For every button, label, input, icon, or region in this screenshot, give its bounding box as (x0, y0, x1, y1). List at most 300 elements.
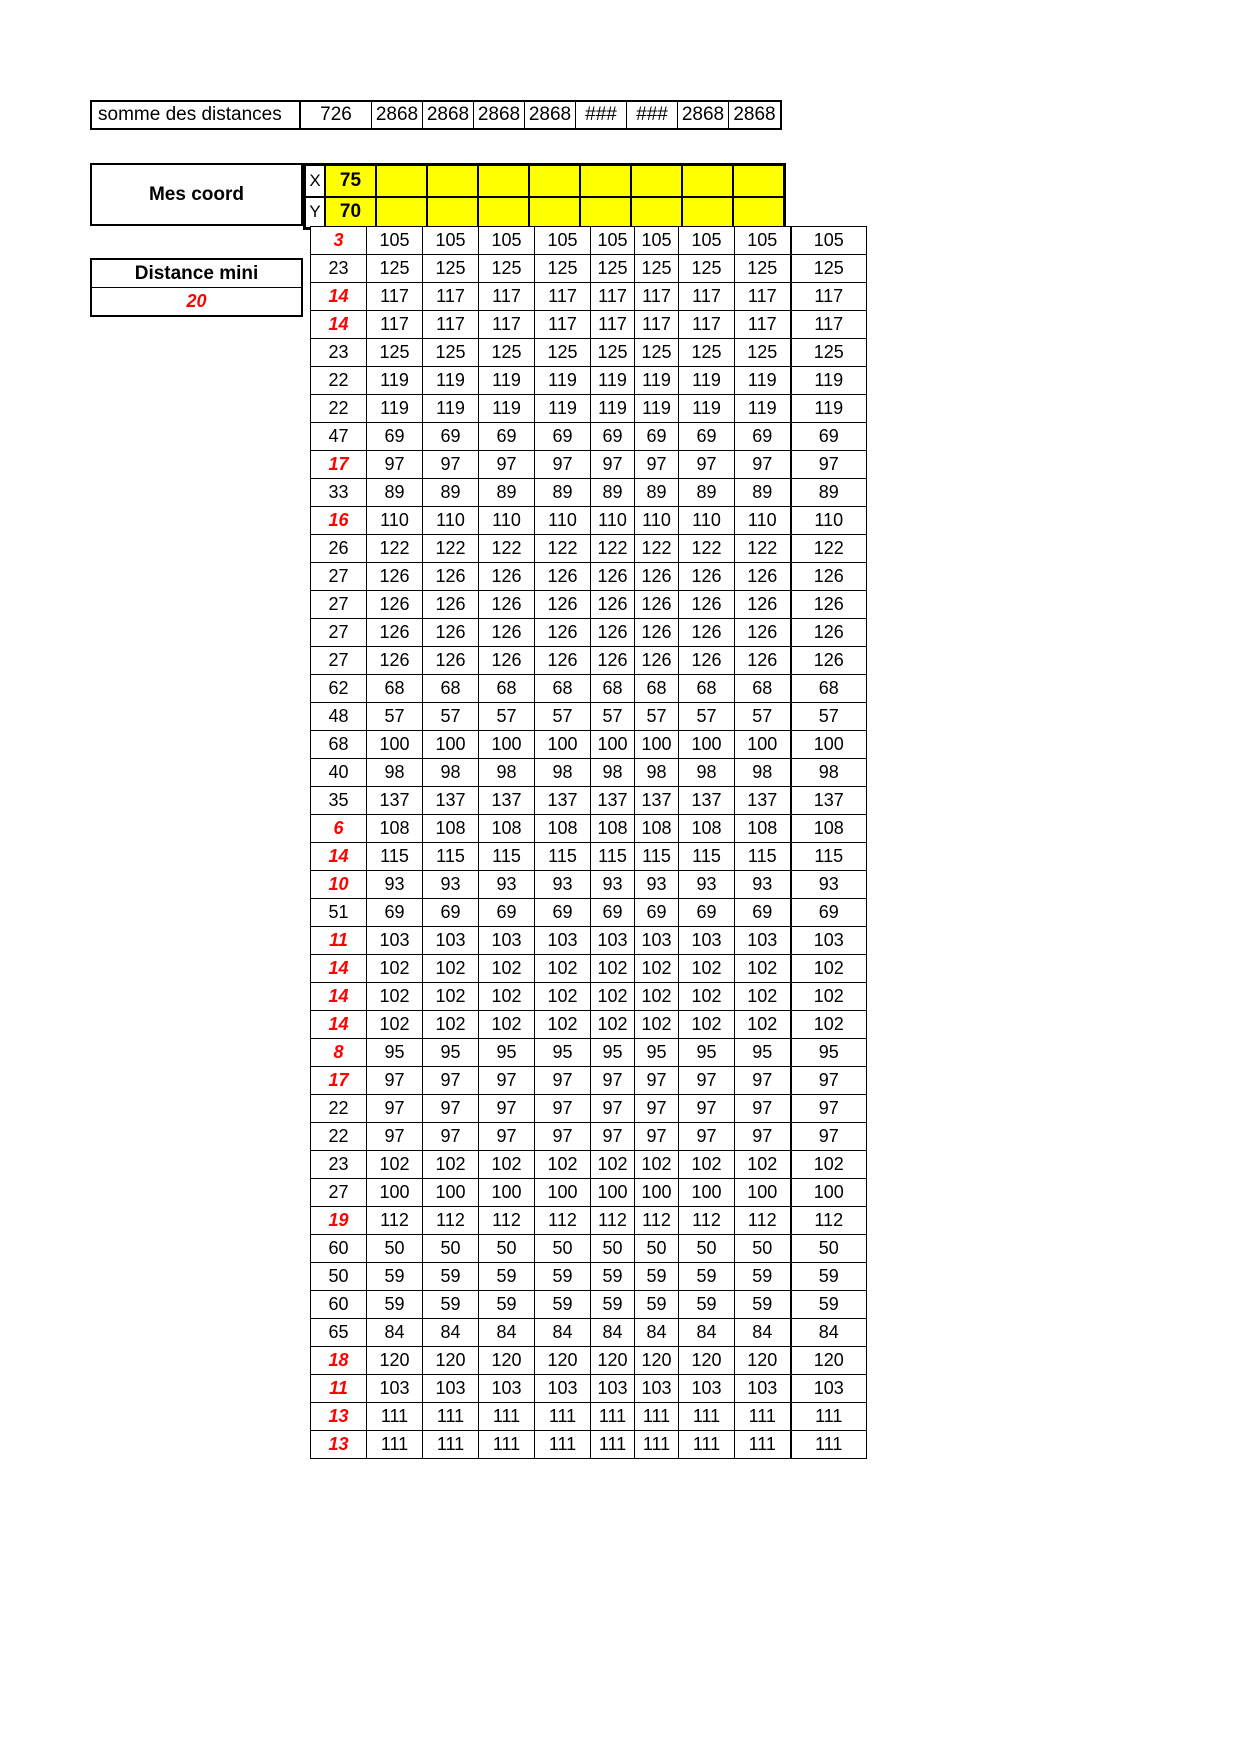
distance-cell[interactable]: 16 (311, 507, 367, 535)
value-cell[interactable]: 50 (791, 1235, 867, 1263)
value-cell[interactable]: 126 (679, 563, 735, 591)
value-cell[interactable]: 84 (591, 1319, 635, 1347)
value-cell[interactable]: 57 (679, 703, 735, 731)
value-cell[interactable]: 102 (735, 1011, 791, 1039)
value-cell[interactable]: 68 (635, 675, 679, 703)
value-cell[interactable]: 111 (535, 1431, 591, 1459)
distance-cell[interactable]: 33 (311, 479, 367, 507)
value-cell[interactable]: 122 (591, 535, 635, 563)
value-cell[interactable]: 125 (591, 255, 635, 283)
value-cell[interactable]: 102 (735, 1151, 791, 1179)
distance-cell[interactable]: 13 (311, 1431, 367, 1459)
value-cell[interactable]: 95 (735, 1039, 791, 1067)
value-cell[interactable]: 117 (367, 311, 423, 339)
value-cell[interactable]: 115 (679, 843, 735, 871)
value-cell[interactable]: 102 (367, 955, 423, 983)
value-cell[interactable]: 59 (535, 1263, 591, 1291)
value-cell[interactable]: 57 (591, 703, 635, 731)
value-cell[interactable]: 119 (535, 367, 591, 395)
value-cell[interactable]: 89 (591, 479, 635, 507)
value-cell[interactable]: 84 (367, 1319, 423, 1347)
value-cell[interactable]: 112 (423, 1207, 479, 1235)
value-cell[interactable]: 97 (635, 451, 679, 479)
value-cell[interactable]: 119 (479, 395, 535, 423)
value-cell[interactable]: 119 (635, 367, 679, 395)
value-cell[interactable]: 50 (591, 1235, 635, 1263)
value-cell[interactable]: 125 (635, 339, 679, 367)
value-cell[interactable]: 117 (591, 311, 635, 339)
value-cell[interactable]: 93 (679, 871, 735, 899)
minimum-distance-value[interactable]: 20 (186, 291, 207, 311)
value-cell[interactable]: 59 (479, 1291, 535, 1319)
value-cell[interactable]: 119 (679, 367, 735, 395)
value-cell[interactable]: 69 (479, 899, 535, 927)
value-cell[interactable]: 117 (535, 283, 591, 311)
value-cell[interactable]: 137 (791, 787, 867, 815)
distance-cell[interactable]: 22 (311, 367, 367, 395)
value-cell[interactable]: 112 (679, 1207, 735, 1235)
value-cell[interactable]: 97 (791, 451, 867, 479)
distance-cell[interactable]: 22 (311, 395, 367, 423)
value-cell[interactable]: 108 (791, 815, 867, 843)
value-cell[interactable]: 102 (367, 983, 423, 1011)
value-cell[interactable]: 97 (423, 1123, 479, 1151)
value-cell[interactable]: 59 (479, 1263, 535, 1291)
value-cell[interactable]: 125 (367, 339, 423, 367)
value-cell[interactable]: 69 (635, 423, 679, 451)
value-cell[interactable]: 125 (535, 339, 591, 367)
value-cell[interactable]: 125 (479, 255, 535, 283)
distance-cell[interactable]: 50 (311, 1263, 367, 1291)
value-cell[interactable]: 103 (423, 927, 479, 955)
value-cell[interactable]: 112 (367, 1207, 423, 1235)
coord-x-input[interactable] (427, 165, 478, 197)
value-cell[interactable]: 122 (479, 535, 535, 563)
distance-cell[interactable]: 17 (311, 451, 367, 479)
value-cell[interactable]: 97 (367, 1067, 423, 1095)
value-cell[interactable]: 69 (367, 423, 423, 451)
value-cell[interactable]: 59 (635, 1291, 679, 1319)
value-cell[interactable]: 111 (679, 1403, 735, 1431)
value-cell[interactable]: 120 (679, 1347, 735, 1375)
value-cell[interactable]: 122 (679, 535, 735, 563)
distance-cell[interactable]: 8 (311, 1039, 367, 1067)
value-cell[interactable]: 111 (367, 1403, 423, 1431)
value-cell[interactable]: 89 (423, 479, 479, 507)
value-cell[interactable]: 89 (479, 479, 535, 507)
value-cell[interactable]: 57 (791, 703, 867, 731)
value-cell[interactable]: 97 (679, 1123, 735, 1151)
value-cell[interactable]: 102 (535, 983, 591, 1011)
value-cell[interactable]: 108 (479, 815, 535, 843)
value-cell[interactable]: 137 (479, 787, 535, 815)
value-cell[interactable]: 103 (423, 1375, 479, 1403)
value-cell[interactable]: 111 (535, 1403, 591, 1431)
coord-y-input[interactable] (580, 197, 631, 229)
value-cell[interactable]: 112 (535, 1207, 591, 1235)
value-cell[interactable]: 89 (635, 479, 679, 507)
value-cell[interactable]: 100 (367, 731, 423, 759)
coord-y-input[interactable] (478, 197, 529, 229)
value-cell[interactable]: 69 (367, 899, 423, 927)
value-cell[interactable]: 89 (535, 479, 591, 507)
coord-y-input[interactable] (682, 197, 733, 229)
distance-cell[interactable]: 60 (311, 1291, 367, 1319)
value-cell[interactable]: 97 (535, 1067, 591, 1095)
value-cell[interactable]: 125 (791, 339, 867, 367)
value-cell[interactable]: 69 (735, 899, 791, 927)
value-cell[interactable]: 84 (535, 1319, 591, 1347)
value-cell[interactable]: 126 (479, 563, 535, 591)
value-cell[interactable]: 126 (367, 563, 423, 591)
value-cell[interactable]: 112 (735, 1207, 791, 1235)
value-cell[interactable]: 117 (635, 311, 679, 339)
value-cell[interactable]: 57 (479, 703, 535, 731)
value-cell[interactable]: 126 (735, 619, 791, 647)
value-cell[interactable]: 125 (735, 339, 791, 367)
value-cell[interactable]: 57 (535, 703, 591, 731)
value-cell[interactable]: 57 (635, 703, 679, 731)
value-cell[interactable]: 125 (479, 339, 535, 367)
value-cell[interactable]: 112 (791, 1207, 867, 1235)
value-cell[interactable]: 120 (423, 1347, 479, 1375)
value-cell[interactable]: 105 (591, 227, 635, 255)
value-cell[interactable]: 103 (479, 927, 535, 955)
value-cell[interactable]: 69 (535, 423, 591, 451)
value-cell[interactable]: 119 (735, 395, 791, 423)
value-cell[interactable]: 103 (535, 1375, 591, 1403)
value-cell[interactable]: 111 (791, 1431, 867, 1459)
coord-x-input[interactable] (682, 165, 733, 197)
sum-of-distances-value[interactable]: 2868 (474, 102, 525, 128)
coord-x-input[interactable]: 75 (325, 165, 376, 197)
value-cell[interactable]: 89 (367, 479, 423, 507)
value-cell[interactable]: 97 (679, 1095, 735, 1123)
value-cell[interactable]: 100 (735, 731, 791, 759)
value-cell[interactable]: 126 (479, 619, 535, 647)
value-cell[interactable]: 100 (535, 1179, 591, 1207)
value-cell[interactable]: 105 (367, 227, 423, 255)
value-cell[interactable]: 102 (635, 955, 679, 983)
distance-cell[interactable]: 14 (311, 955, 367, 983)
value-cell[interactable]: 111 (635, 1403, 679, 1431)
value-cell[interactable]: 102 (635, 983, 679, 1011)
value-cell[interactable]: 122 (423, 535, 479, 563)
value-cell[interactable]: 137 (535, 787, 591, 815)
coord-x-input[interactable] (580, 165, 631, 197)
value-cell[interactable]: 126 (679, 619, 735, 647)
value-cell[interactable]: 69 (591, 899, 635, 927)
value-cell[interactable]: 108 (735, 815, 791, 843)
value-cell[interactable]: 97 (791, 1095, 867, 1123)
value-cell[interactable]: 137 (423, 787, 479, 815)
value-cell[interactable]: 98 (535, 759, 591, 787)
distance-cell[interactable]: 13 (311, 1403, 367, 1431)
value-cell[interactable]: 117 (679, 283, 735, 311)
value-cell[interactable]: 110 (679, 507, 735, 535)
value-cell[interactable]: 137 (591, 787, 635, 815)
value-cell[interactable]: 111 (423, 1431, 479, 1459)
value-cell[interactable]: 84 (679, 1319, 735, 1347)
value-cell[interactable]: 95 (423, 1039, 479, 1067)
value-cell[interactable]: 108 (679, 815, 735, 843)
value-cell[interactable]: 50 (735, 1235, 791, 1263)
value-cell[interactable]: 111 (791, 1403, 867, 1431)
value-cell[interactable]: 97 (479, 1095, 535, 1123)
value-cell[interactable]: 98 (479, 759, 535, 787)
value-cell[interactable]: 125 (791, 255, 867, 283)
value-cell[interactable]: 102 (535, 955, 591, 983)
value-cell[interactable]: 89 (791, 479, 867, 507)
value-cell[interactable]: 120 (591, 1347, 635, 1375)
value-cell[interactable]: 115 (479, 843, 535, 871)
value-cell[interactable]: 126 (367, 619, 423, 647)
value-cell[interactable]: 117 (791, 311, 867, 339)
value-cell[interactable]: 102 (367, 1151, 423, 1179)
sum-of-distances-value[interactable]: 2868 (729, 102, 780, 128)
value-cell[interactable]: 126 (635, 591, 679, 619)
value-cell[interactable]: 126 (679, 647, 735, 675)
coord-x-input[interactable] (631, 165, 682, 197)
value-cell[interactable]: 120 (367, 1347, 423, 1375)
value-cell[interactable]: 100 (591, 1179, 635, 1207)
value-cell[interactable]: 102 (679, 1151, 735, 1179)
value-cell[interactable]: 102 (791, 983, 867, 1011)
value-cell[interactable]: 68 (479, 675, 535, 703)
value-cell[interactable]: 93 (367, 871, 423, 899)
value-cell[interactable]: 103 (535, 927, 591, 955)
value-cell[interactable]: 119 (679, 395, 735, 423)
value-cell[interactable]: 108 (367, 815, 423, 843)
distance-cell[interactable]: 17 (311, 1067, 367, 1095)
value-cell[interactable]: 102 (791, 1011, 867, 1039)
value-cell[interactable]: 95 (791, 1039, 867, 1067)
value-cell[interactable]: 59 (535, 1291, 591, 1319)
distance-cell[interactable]: 27 (311, 647, 367, 675)
value-cell[interactable]: 59 (735, 1291, 791, 1319)
value-cell[interactable]: 68 (591, 675, 635, 703)
value-cell[interactable]: 97 (591, 1067, 635, 1095)
value-cell[interactable]: 119 (635, 395, 679, 423)
value-cell[interactable]: 117 (423, 311, 479, 339)
value-cell[interactable]: 68 (535, 675, 591, 703)
value-cell[interactable]: 112 (635, 1207, 679, 1235)
distance-cell[interactable]: 6 (311, 815, 367, 843)
value-cell[interactable]: 125 (423, 255, 479, 283)
value-cell[interactable]: 98 (735, 759, 791, 787)
value-cell[interactable]: 126 (635, 647, 679, 675)
value-cell[interactable]: 97 (479, 1123, 535, 1151)
value-cell[interactable]: 105 (635, 227, 679, 255)
value-cell[interactable]: 112 (479, 1207, 535, 1235)
value-cell[interactable]: 115 (635, 843, 679, 871)
value-cell[interactable]: 122 (535, 535, 591, 563)
value-cell[interactable]: 59 (679, 1263, 735, 1291)
value-cell[interactable]: 97 (635, 1095, 679, 1123)
value-cell[interactable]: 95 (367, 1039, 423, 1067)
value-cell[interactable]: 93 (423, 871, 479, 899)
value-cell[interactable]: 100 (423, 1179, 479, 1207)
distance-cell[interactable]: 35 (311, 787, 367, 815)
value-cell[interactable]: 69 (791, 423, 867, 451)
distance-cell[interactable]: 14 (311, 843, 367, 871)
value-cell[interactable]: 115 (591, 843, 635, 871)
value-cell[interactable]: 69 (423, 899, 479, 927)
value-cell[interactable]: 126 (591, 591, 635, 619)
value-cell[interactable]: 69 (679, 899, 735, 927)
value-cell[interactable]: 97 (479, 1067, 535, 1095)
value-cell[interactable]: 102 (679, 983, 735, 1011)
value-cell[interactable]: 97 (635, 1123, 679, 1151)
distance-cell[interactable]: 26 (311, 535, 367, 563)
value-cell[interactable]: 115 (735, 843, 791, 871)
value-cell[interactable]: 97 (735, 1067, 791, 1095)
coord-y-input[interactable] (529, 197, 580, 229)
value-cell[interactable]: 59 (423, 1263, 479, 1291)
value-cell[interactable]: 119 (535, 395, 591, 423)
value-cell[interactable]: 93 (635, 871, 679, 899)
value-cell[interactable]: 97 (791, 1123, 867, 1151)
value-cell[interactable]: 110 (367, 507, 423, 535)
value-cell[interactable]: 97 (679, 451, 735, 479)
value-cell[interactable]: 126 (423, 647, 479, 675)
value-cell[interactable]: 97 (479, 451, 535, 479)
value-cell[interactable]: 103 (735, 927, 791, 955)
value-cell[interactable]: 68 (423, 675, 479, 703)
value-cell[interactable]: 105 (791, 227, 867, 255)
distance-cell[interactable]: 18 (311, 1347, 367, 1375)
value-cell[interactable]: 95 (479, 1039, 535, 1067)
value-cell[interactable]: 69 (591, 423, 635, 451)
value-cell[interactable]: 102 (591, 1011, 635, 1039)
distance-cell[interactable]: 47 (311, 423, 367, 451)
value-cell[interactable]: 115 (791, 843, 867, 871)
value-cell[interactable]: 108 (635, 815, 679, 843)
value-cell[interactable]: 84 (479, 1319, 535, 1347)
distance-cell[interactable]: 23 (311, 255, 367, 283)
value-cell[interactable]: 100 (791, 1179, 867, 1207)
value-cell[interactable]: 68 (367, 675, 423, 703)
value-cell[interactable]: 50 (679, 1235, 735, 1263)
value-cell[interactable]: 126 (535, 647, 591, 675)
value-cell[interactable]: 68 (791, 675, 867, 703)
value-cell[interactable]: 84 (791, 1319, 867, 1347)
value-cell[interactable]: 117 (735, 283, 791, 311)
distance-cell[interactable]: 14 (311, 311, 367, 339)
value-cell[interactable]: 69 (535, 899, 591, 927)
value-cell[interactable]: 119 (423, 367, 479, 395)
value-cell[interactable]: 112 (591, 1207, 635, 1235)
value-cell[interactable]: 103 (591, 927, 635, 955)
value-cell[interactable]: 102 (479, 955, 535, 983)
value-cell[interactable]: 108 (535, 815, 591, 843)
value-cell[interactable]: 126 (591, 647, 635, 675)
value-cell[interactable]: 98 (367, 759, 423, 787)
value-cell[interactable]: 100 (367, 1179, 423, 1207)
value-cell[interactable]: 50 (367, 1235, 423, 1263)
value-cell[interactable]: 84 (635, 1319, 679, 1347)
value-cell[interactable]: 95 (535, 1039, 591, 1067)
value-cell[interactable]: 102 (423, 955, 479, 983)
value-cell[interactable]: 115 (535, 843, 591, 871)
value-cell[interactable]: 97 (591, 1123, 635, 1151)
sum-of-distances-value[interactable]: 2868 (678, 102, 729, 128)
value-cell[interactable]: 59 (635, 1263, 679, 1291)
distance-cell[interactable]: 48 (311, 703, 367, 731)
value-cell[interactable]: 102 (591, 955, 635, 983)
value-cell[interactable]: 69 (679, 423, 735, 451)
value-cell[interactable]: 97 (791, 1067, 867, 1095)
value-cell[interactable]: 69 (479, 423, 535, 451)
value-cell[interactable]: 117 (735, 311, 791, 339)
value-cell[interactable]: 117 (479, 311, 535, 339)
value-cell[interactable]: 119 (735, 367, 791, 395)
value-cell[interactable]: 103 (735, 1375, 791, 1403)
value-cell[interactable]: 102 (367, 1011, 423, 1039)
value-cell[interactable]: 59 (591, 1291, 635, 1319)
value-cell[interactable]: 102 (479, 1011, 535, 1039)
value-cell[interactable]: 103 (791, 927, 867, 955)
sum-of-distances-value[interactable]: 726 (301, 102, 372, 128)
value-cell[interactable]: 102 (591, 983, 635, 1011)
value-cell[interactable]: 126 (535, 591, 591, 619)
coord-x-input[interactable] (376, 165, 427, 197)
sum-of-distances-value[interactable]: ### (627, 102, 678, 128)
value-cell[interactable]: 57 (423, 703, 479, 731)
value-cell[interactable]: 126 (735, 563, 791, 591)
value-cell[interactable]: 93 (535, 871, 591, 899)
value-cell[interactable]: 126 (423, 619, 479, 647)
value-cell[interactable]: 105 (479, 227, 535, 255)
coord-y-input[interactable] (631, 197, 682, 229)
value-cell[interactable]: 126 (423, 563, 479, 591)
value-cell[interactable]: 110 (479, 507, 535, 535)
distance-cell[interactable]: 14 (311, 983, 367, 1011)
value-cell[interactable]: 122 (367, 535, 423, 563)
value-cell[interactable]: 110 (791, 507, 867, 535)
distance-cell[interactable]: 23 (311, 1151, 367, 1179)
value-cell[interactable]: 59 (791, 1291, 867, 1319)
value-cell[interactable]: 125 (635, 255, 679, 283)
value-cell[interactable]: 103 (635, 927, 679, 955)
distance-cell[interactable]: 19 (311, 1207, 367, 1235)
value-cell[interactable]: 98 (679, 759, 735, 787)
value-cell[interactable]: 98 (591, 759, 635, 787)
coord-y-input[interactable] (376, 197, 427, 229)
value-cell[interactable]: 111 (635, 1431, 679, 1459)
distance-cell[interactable]: 40 (311, 759, 367, 787)
value-cell[interactable]: 100 (479, 1179, 535, 1207)
value-cell[interactable]: 103 (679, 1375, 735, 1403)
distance-cell[interactable]: 11 (311, 1375, 367, 1403)
value-cell[interactable]: 59 (791, 1263, 867, 1291)
sum-of-distances-value[interactable]: 2868 (423, 102, 474, 128)
value-cell[interactable]: 126 (735, 647, 791, 675)
value-cell[interactable]: 126 (535, 619, 591, 647)
value-cell[interactable]: 119 (367, 395, 423, 423)
value-cell[interactable]: 95 (591, 1039, 635, 1067)
distance-cell[interactable]: 14 (311, 283, 367, 311)
value-cell[interactable]: 59 (423, 1291, 479, 1319)
value-cell[interactable]: 97 (423, 451, 479, 479)
value-cell[interactable]: 126 (635, 619, 679, 647)
value-cell[interactable]: 102 (479, 983, 535, 1011)
value-cell[interactable]: 111 (591, 1431, 635, 1459)
value-cell[interactable]: 126 (791, 563, 867, 591)
value-cell[interactable]: 137 (735, 787, 791, 815)
value-cell[interactable]: 100 (791, 731, 867, 759)
coord-x-input[interactable] (733, 165, 784, 197)
